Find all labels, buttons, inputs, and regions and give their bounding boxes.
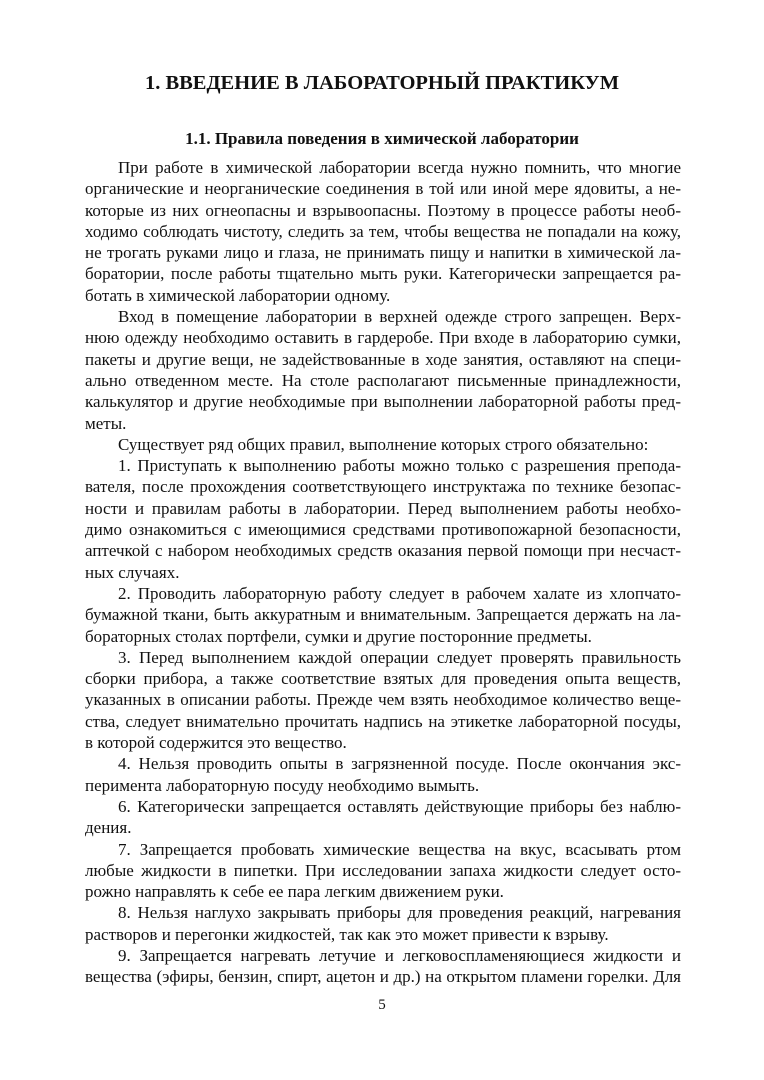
text-line: меты. bbox=[85, 413, 127, 433]
paragraph bbox=[85, 306, 681, 434]
text-line: ходимо соблюдать чистоту, следить за тем, чтобы вещества не попадали на кожу, bbox=[85, 221, 681, 241]
text-line: 6. Категорически запрещается оставлять действующие приборы без наблю- bbox=[118, 796, 681, 816]
paragraph bbox=[85, 945, 681, 988]
text-line: органические и неорганические соединения в той или иной мере ядовиты, а не- bbox=[85, 179, 681, 199]
text-line: в которой содержится это вещество. bbox=[85, 733, 347, 753]
text-line: указанных в описании работы. Прежде чем взять необходимое количество веще- bbox=[85, 690, 681, 710]
text-line: пакеты и другие вещи, не задействованные в ходе занятия, оставляют на специ- bbox=[85, 349, 681, 369]
text-line: ных случаях. bbox=[85, 562, 180, 582]
text-line: рожно направлять к себе ее пара легким движением руки. bbox=[85, 882, 504, 902]
text-line: димо ознакомиться с имеющимися средствами противопожарной безопасности, bbox=[85, 520, 681, 540]
text-line: нюю одежду необходимо оставить в гардеробе. При входе в лабораторию сумки, bbox=[85, 328, 681, 348]
text-line: ности и правилам работы в лаборатории. Перед выполнением работы необхо- bbox=[85, 498, 681, 518]
section-title: 1.1. Правила поведения в химической лаборатории bbox=[185, 129, 579, 148]
paragraph bbox=[85, 583, 681, 647]
paragraph bbox=[85, 902, 681, 945]
chapter-title: 1. ВВЕДЕНИЕ В ЛАБОРАТОРНЫЙ ПРАКТИКУМ bbox=[144, 72, 620, 94]
paragraph bbox=[85, 647, 681, 753]
text-line: не трогать руками лицо и глаза, не принимать пищу и напитки в химической ла- bbox=[85, 243, 681, 263]
text-line: вещества (эфиры, бензин, спирт, ацетон и др.) на открытом пламени горелки. Для bbox=[85, 967, 681, 987]
text-line: Вход в помещение лаборатории в верхней одежде строго запрещен. Верх- bbox=[118, 307, 681, 327]
paragraph bbox=[85, 839, 681, 903]
text-line: бораторных столах портфели, сумки и другие посторонние предметы. bbox=[85, 626, 592, 646]
text-line: которые из них огнеопасны и взрывоопасны. Поэтому в процессе работы необ- bbox=[85, 200, 681, 220]
text-line: бумажной ткани, быть аккуратным и внимательным. Запрещается держать на ла- bbox=[85, 605, 681, 625]
text-line: 4. Нельзя проводить опыты в загрязненной посуде. После окончания экс- bbox=[118, 754, 681, 774]
text-line: 3. Перед выполнением каждой операции следует проверять правильность bbox=[118, 647, 681, 667]
text-line: вателя, после прохождения соответствующего инструктажа по технике безопас- bbox=[85, 477, 681, 497]
text-line: перимента лабораторную посуду необходимо вымыть. bbox=[85, 775, 480, 795]
paragraph bbox=[85, 753, 681, 796]
paragraph bbox=[85, 157, 681, 306]
text-line: дения. bbox=[85, 818, 132, 838]
text-line: 1. Приступать к выполнению работы можно только с разрешения препода- bbox=[118, 456, 681, 476]
text-line: ботать в химической лаборатории одному. bbox=[85, 285, 391, 305]
text-line: При работе в химической лаборатории всегда нужно помнить, что многие bbox=[118, 158, 681, 177]
body-text bbox=[85, 157, 681, 988]
paragraph bbox=[85, 455, 681, 583]
text-line: ально отведенном месте. На столе располагают письменные принадлежности, bbox=[85, 370, 681, 390]
text-line: растворов и перегонки жидкостей, так как это может привести к взрыву. bbox=[85, 924, 609, 944]
text-line: 9. Запрещается нагревать летучие и легковоспламеняющиеся жидкости и bbox=[118, 945, 681, 965]
text-line: 2. Проводить лабораторную работу следует в рабочем халате из хлопчато- bbox=[118, 583, 681, 603]
paragraph bbox=[85, 434, 681, 455]
text-line: аптечкой с набором необходимых средств оказания первой помощи при несчаст- bbox=[85, 541, 681, 561]
paragraph bbox=[85, 796, 681, 839]
text-line: 7. Запрещается пробовать химические вещества на вкус, всасывать ртом bbox=[118, 839, 681, 859]
text-line: Существует ряд общих правил, выполнение которых строго обязательно: bbox=[118, 434, 649, 454]
text-line: калькулятор и другие необходимые при выполнении лабораторной работы пред- bbox=[85, 392, 681, 412]
text-line: ства, следует внимательно прочитать надпись на этикетке лабораторной посуды, bbox=[85, 711, 681, 731]
text-line: сборки прибора, а также соответствие взятых для проведения опыта веществ, bbox=[85, 669, 681, 689]
page-number: 5 bbox=[378, 997, 386, 1013]
text-line: боратории, после работы тщательно мыть руки. Категорически запрещается ра- bbox=[85, 264, 681, 284]
text-line: любые жидкости в пипетки. При исследовании запаха жидкости следует осто- bbox=[85, 860, 681, 880]
text-line: 8. Нельзя наглухо закрывать приборы для проведения реакций, нагревания bbox=[118, 903, 681, 923]
